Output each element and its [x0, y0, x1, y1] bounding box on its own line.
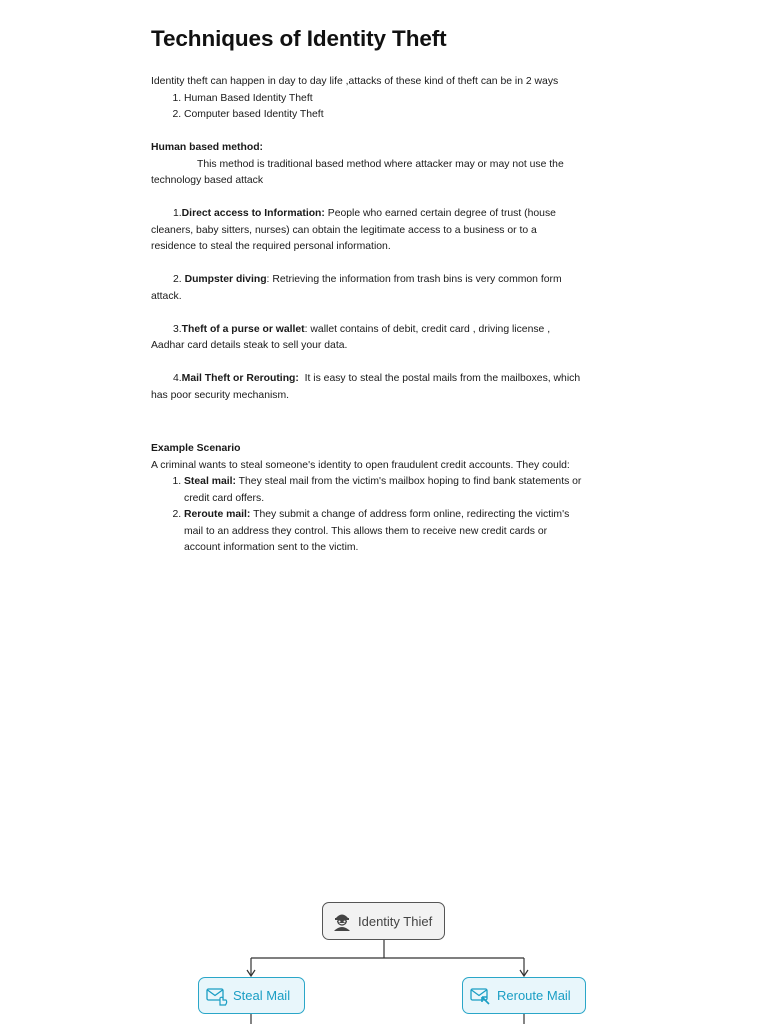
- example-list: [151, 474, 621, 557]
- method-line: cleaners, baby sitters, nurses) can obtain the legitimate access to a business or to a: [151, 224, 537, 236]
- list-item: 2. Computer based Identity Theft: [184, 107, 621, 124]
- list-item: 2. Reroute mail: They submit a change of address form online, redirecting the victim's mail to an address they control. This allows them to receive new credit cards or account information sent to the victim.: [184, 507, 621, 557]
- method-paragraph: 3.Theft of a purse or wallet: wallet contains of debit, credit card , driving license ,: [173, 323, 551, 335]
- node-label: Identity Thief: [358, 913, 433, 929]
- list-item: 1. Human Based Identity Theft: [184, 91, 621, 108]
- page-title: Techniques of Identity Theft: [151, 26, 447, 51]
- method-paragraph: 1.Direct access to Information: People who earned certain degree of trust (house: [173, 208, 556, 219]
- method-name: Mail Theft or Rerouting:: [181, 373, 299, 384]
- human-desc-line: This method is traditional based method where attacker may or may not use the: [197, 158, 564, 170]
- method-line: has poor security mechanism.: [151, 389, 290, 401]
- reroute-mail-node: [462, 977, 586, 1014]
- intro-text: Identity theft can happen in day to day life ,attacks of these kind of theft can be in 2 ways: [151, 76, 559, 87]
- identity-thief-node: [322, 902, 445, 940]
- human-heading: Human based method:: [151, 142, 263, 153]
- example-heading: Example Scenario: [151, 443, 241, 454]
- method-line: Aadhar card details steak to sell your data.: [151, 340, 348, 351]
- list-item: 1. Steal mail: They steal mail from the victim's mailbox hoping to find bank statements or credit card offers.: [184, 474, 621, 507]
- mail-hand-icon: [206, 986, 228, 1006]
- document-body: [151, 74, 621, 557]
- method-name: Direct access to Information:: [181, 208, 325, 219]
- identity-theft-diagram: [0, 880, 768, 1024]
- node-label: Steal Mail: [233, 988, 291, 1003]
- method-paragraph: 4.Mail Theft or Rerouting: It is easy to steal the postal mails from the mailboxes, which: [173, 373, 581, 384]
- method-line: attack.: [151, 290, 182, 302]
- method-name: Theft of a purse or wallet: [181, 323, 305, 335]
- method-line: residence to steal the required personal information.: [151, 241, 391, 252]
- ways-list: [151, 91, 621, 124]
- node-label: Reroute Mail: [497, 988, 571, 1003]
- example-intro: A criminal wants to steal someone's identity to open fraudulent credit accounts. They could:: [151, 459, 570, 471]
- thief-icon: [331, 910, 353, 932]
- steal-mail-node: [198, 977, 305, 1014]
- human-desc-line: technology based attack: [151, 175, 264, 186]
- method-paragraph: 2. Dumpster diving: Retrieving the information from trash bins is very common form: [173, 274, 562, 285]
- method-name: Dumpster diving: [184, 274, 267, 285]
- mail-redirect-icon: [470, 986, 492, 1006]
